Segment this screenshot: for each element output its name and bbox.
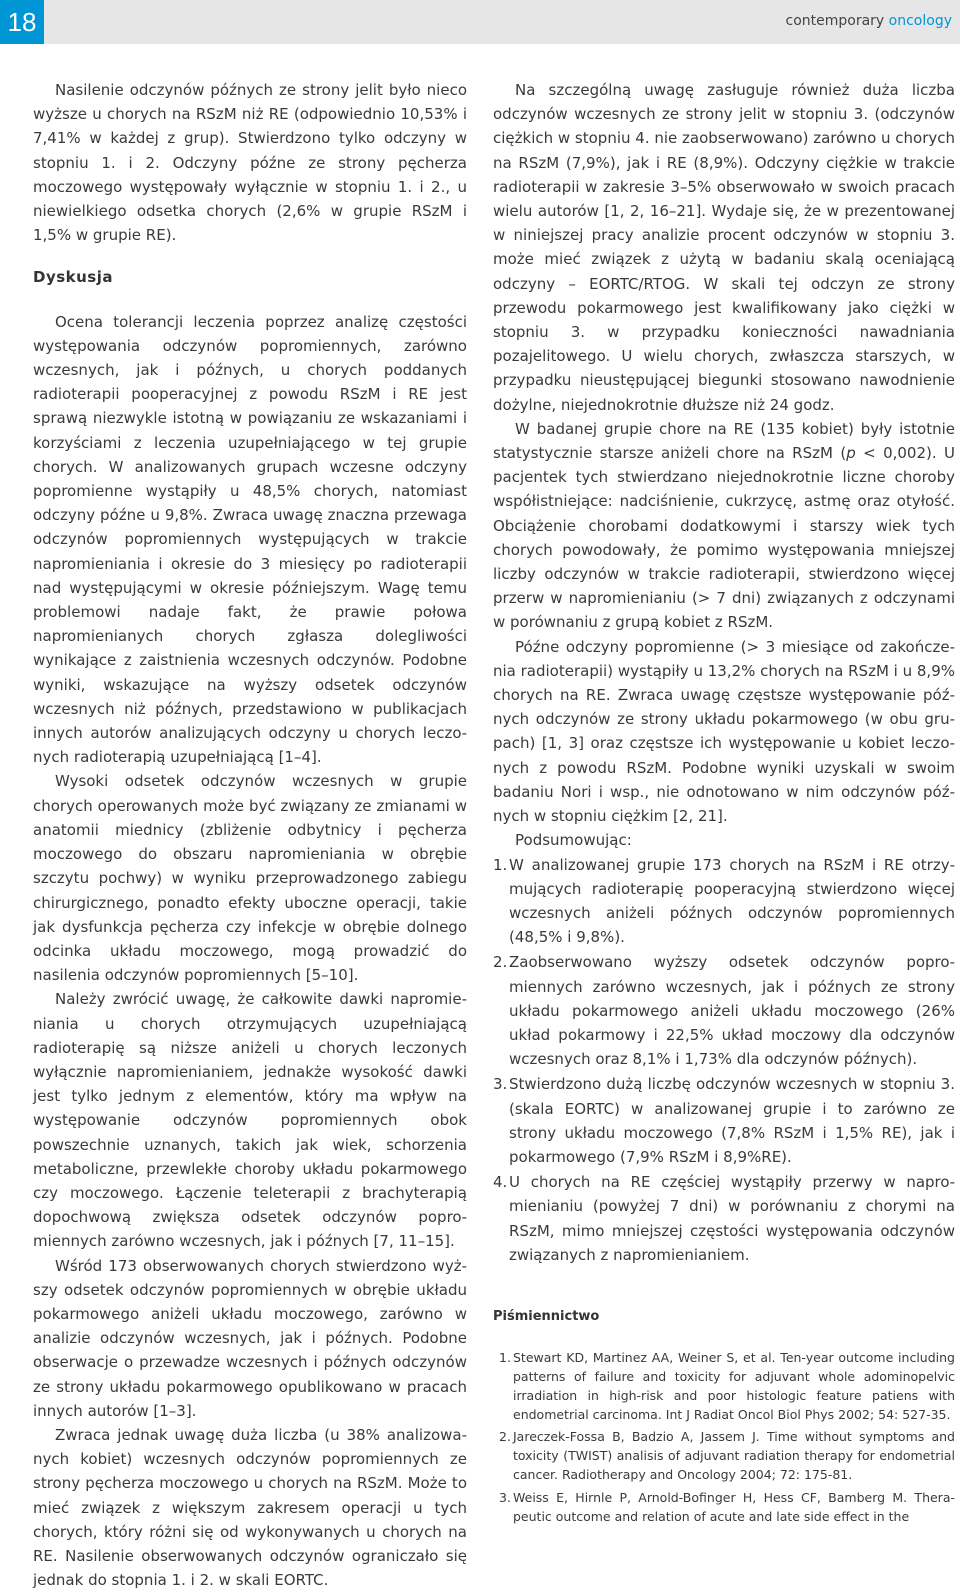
reference-number: 3.	[499, 1489, 511, 1505]
journal-title	[786, 13, 953, 29]
list-item	[493, 853, 955, 950]
list-item	[493, 950, 955, 1071]
reference-item	[493, 1349, 955, 1424]
paragraph-text: W badanej grupie chore na RE (135 kobiet) były istotnie statystycznie starsze aniżeli chore na RSzM (	[493, 419, 955, 463]
right-column	[493, 76, 955, 1530]
paragraph	[493, 417, 955, 635]
reference-text: Stewart KD, Martinez AA, Weiner S, et al. Ten-year outcome including patterns of failure and toxicity for adjuvant whole adominopelvic irradiation in high-risk and poor histologic feature patiens with endometrial carcinoma. Int J Radiat Oncol Biol Phys 2002; 54: 527-35.	[513, 1350, 955, 1422]
p-value-symbol: p	[846, 444, 856, 463]
paragraph: Wysoki odsetek odczynów wczesnych w grupie chorych operowanych może być związany ze zmianami w anatomii miednicy (zbliżenie odbytnicy i pęcherza moczowego do obszaru napromieniania w obrębie szczytu pochwy) w wyniku przeprowadzonego zabiegu chirurgicznego, ponadto efekty uboczne operacji, takie jak dysfunkcja pęcherza czy infekcje w obrębie dolnego odcinka układu moczowego, mogą prowadzić do nasilenia odczynów popromiennych [5–10].	[33, 772, 467, 985]
reference-text: Weiss E, Hirnle P, Arnold-Bofinger H, Hess CF, Bamberg M. Therapeutic outcome and relation of acute and late side effect in the	[513, 1489, 955, 1524]
section-heading: Dyskusja	[33, 268, 114, 287]
paragraph: Nasilenie odczynów późnych ze strony jelit było nieco wyższe u chorych na RSzM niż RE (odpowiednio 10,53% i 7,41% w każdej z grup). Stwierdzono tylko odczyny w stopniu 1. i 2. Odczyny późne ze strony pęcherza moczowego występowały wyłącznie w stopniu 1. i 2., u niewielkiego odsetka chorych (2,6% w grupie RSzM i 1,5% w grupie RE).	[33, 81, 467, 245]
paragraph: Ocena tolerancji leczenia poprzez analizę częstości występowania odczynów popromiennych, zarówno wczesnych, jak i późnych, u chorych poddanych radioterapii pooperacyjnej z powodu RSzM i RE jest sprawą niezwykle istotną w powiązaniu ze wskazaniami i korzyściami z leczenia uzupełniającego w tej grupie chorych. W analizowanych grupach wczesne odczyny popromienne wystąpiły u 48,5% chorych, natomiast odczyny późne u 9,8%. Zwraca uwagę znaczna przewaga odczynów popromiennych występujących w trakcie napromieniania i okresie do 3 miesięcy po radioterapii nad występującymi w okresie późniejszym. Wagę temu problemowi nadaje fakt, że prawie połowa napromienianych chorych zgłasza dolegliwości wynikające z zaistnienia wczesnych odczynów. Podobne wyniki, wskazujące na wyższy odsetek odczynów wczesnych niż późnych, przedstawiono w publikacjach innych autorów analizujących odczyny u chorych leczonych radioterapią uzupełniającą [1–4].	[33, 312, 467, 767]
list-text: Stwierdzono dużą liczbę odczynów wczesnych w stopniu 3. (skala EORTC) w analizowanej grupie i to zarówno ze strony układu moczowego (7,8% RSzM i 1,5% RE), jak i pokarmowego (7,9% RSzM i 8,9%RE).	[509, 1075, 955, 1166]
list-item	[493, 1072, 955, 1169]
left-column	[33, 76, 467, 1592]
summary-label: Podsumowując:	[515, 831, 632, 850]
page-number: 18	[0, 0, 44, 44]
reference-number: 2.	[499, 1429, 511, 1445]
reference-item	[493, 1489, 955, 1527]
journal-title-accent: oncology	[888, 13, 952, 29]
paragraph: Późne odczyny popromienne (> 3 miesiące od zakończenia radioterapii) wystąpiły u 13,2% chorych na RSzM i u 8,9% chorych na RE. Zwraca uwagę częstsze występowanie późnych odczynów ze strony układu pokarmowego (w obu grupach) [1, 3] oraz częstsze ich występowanie u kobiet leczonych z powodu RSzM. Podobne wyniki uzyskali w swoim badaniu Nori i wsp., nie odnotowano w nim odczynów późnych w stopniu ciężkim [2, 21].	[493, 637, 955, 826]
page-header	[0, 0, 960, 44]
list-item	[493, 1170, 955, 1267]
reference-item	[493, 1428, 955, 1484]
list-text: W analizowanej grupie 173 chorych na RSzM i RE otrzymujących radioterapię pooperacyjną stwierdzono więcej wczesnych aniżeli późnych odczynów popromiennych (48,5% i 9,8%).	[509, 855, 955, 947]
conclusions-list	[493, 853, 955, 1267]
references-list	[493, 1349, 955, 1526]
list-number: 3.	[493, 1075, 508, 1094]
list-text: U chorych na RE częściej wystąpiły przerwy w napromienianiu (powyżej 7 dni) w porównaniu z chorymi na RSzM, mimo mniejszej częstości występowania odczynów związanych z napromienianiem.	[509, 1173, 955, 1264]
journal-title-prefix: contemporary	[785, 13, 885, 29]
paragraph: Należy zwrócić uwagę, że całkowite dawki napromieniania u chorych otrzymujących uzupełniającą radioterapię są niższe aniżeli u chorych leczonych wyłącznie napromienianiem, jednakże wysokość dawki jest tylko jednym z elementów, który ma wpływ na występowanie odczynów popromiennych obok powszechnie uznanych, takich jak wiek, schorzenia metaboliczne, przewlekłe choroby układu pokarmowego czy moczowego. Łączenie teleterapii z brachyterapią dopochwową zwiększa odsetek odczynów popromiennych zarówno wczesnych, jak i późnych [7, 11–15].	[33, 990, 467, 1251]
paragraph: Wśród 173 obserwowanych chorych stwierdzono wyższy odsetek odczynów popromiennych w obrębie układu pokarmowego aniżeli układu moczowego, zarówno w analizie odczynów wczesnych, jak i późnych. Podobne obserwacje o przewadze wczesnych i późnych odczynów ze strony układu pokarmowego opublikowano w pracach innych autorów [1–3].	[33, 1256, 467, 1420]
paragraph: Na szczególną uwagę zasługuje również duża liczba odczynów wczesnych ze strony jelit w stopniu 3. (odczynów ciężkich w stopniu 4. nie zaobserwowano) zarówno u chorych na RSzM (7,9%), jak i RE (8,9%). Odczyny ciężkie w trakcie radioterapii w zakresie 3–5% obserwowało w swoich pracach wielu autorów [1, 2, 16–21]. Wydaje się, że w prezentowanej w niniejszej pracy analizie procent odczynów w stopniu 3. może mieć związek z użytą w badaniu skalą oceniającą odczyny – EORTC/RTOG. W skali tej odczyn ze strony przewodu pokarmowego jest kwalifikowany jako ciężki w stopniu 3. w przypadku konieczności nawadniania pozajelitowego. U wielu chorych, zwłaszcza starszych, w przypadku nieustępującej biegunki stosowano nawodnienie dożylne, niejednokrotnie dłuższe niż 24 godz.	[493, 81, 956, 414]
list-number: 2.	[493, 953, 508, 972]
list-number: 1.	[493, 855, 508, 874]
reference-text: Jareczek-Fossa B, Badzio A, Jassem J. Time without symptoms and toxicity (TWIST) analisis of adjuvant radiation therapy for endometrial cancer. Radiotherapy and Oncology 2004; 72: 175-81.	[513, 1429, 955, 1482]
list-number: 4.	[493, 1173, 508, 1192]
list-text: Zaobserwowano wyższy odsetek odczynów popromiennych zarówno wczesnych, jak i późnych ze strony układu pokarmowego aniżeli układu moczowego (26% układ pokarmowy i 22,5% układ moczowy dla odczynów wczesnych oraz 8,1% i 1,73% dla odczynów późnych).	[509, 953, 955, 1069]
paragraph: Zwraca jednak uwagę duża liczba (u 38% analizowanych kobiet) wczesnych odczynów popromiennych ze strony pęcherza moczowego u chorych na RSzM. Może to mieć związek z większym zakresem operacji u tych chorych, który różni się od wykonywanych u chorych na RE. Nasilenie obserwowanych odczynów ograniczało się jednak do stopnia 1. i 2. w skali EORTC.	[33, 1425, 467, 1590]
references-heading: Piśmiennictwo	[493, 1308, 600, 1324]
paragraph-text: < 0,002). U pacjentek tych stwierdzano niejednokrotnie liczne choroby współistniejące: nadciśnienie, cukrzycę, astmę oraz otyłość. Obciążenie chorobami dodatkowymi i starszy wiek tych chorych powodowały, że pomimo występowania mniejszej liczby odczynów w trakcie radioterapii, stwierdzono więcej przerw w napromienianiu (> 7 dni) związanych z odczynami w porównaniu z grupą kobiet z RSzM.	[493, 444, 956, 632]
reference-number: 1.	[499, 1350, 511, 1366]
